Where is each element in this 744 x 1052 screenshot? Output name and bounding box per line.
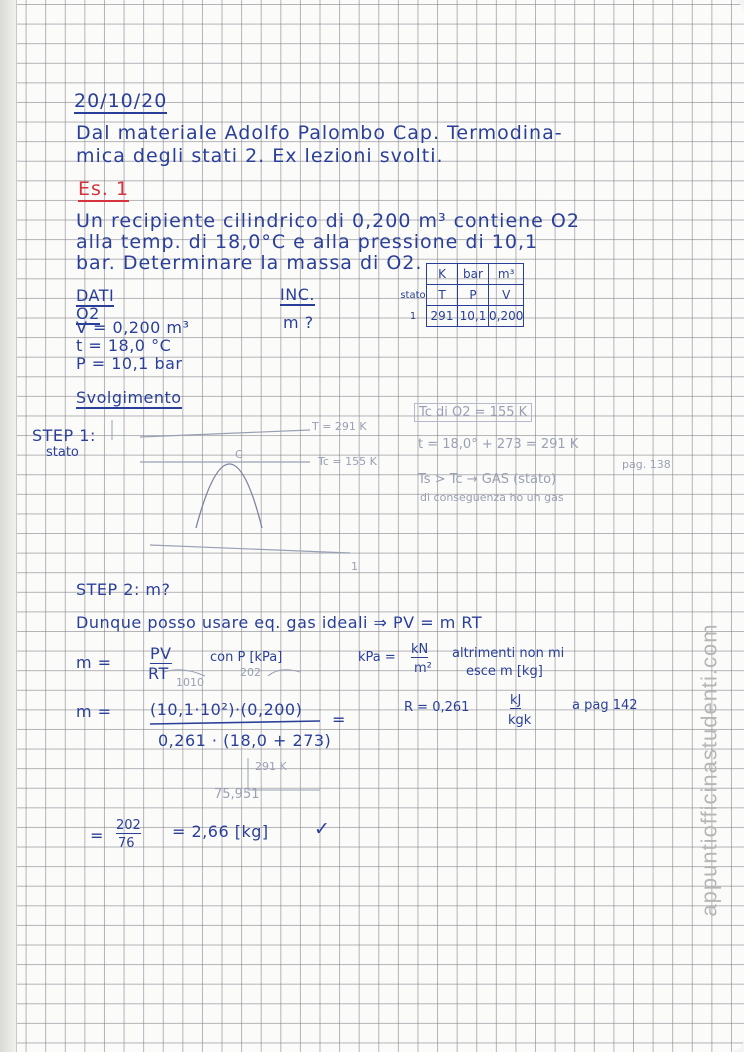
var-cell: V [489,285,524,306]
dati-title: DATI [76,286,115,305]
m-label-2: m = [76,702,112,721]
note-critical-temp: Tc di O2 = 155 K [414,403,532,422]
note-gas-state: Ts > Tc → GAS (stato) [418,472,557,487]
faint-75: 75,951 [214,787,260,802]
unit-header: m³ [489,264,524,285]
tc-isotherm-label: Tc = 155 K [318,455,377,468]
formula-denominator: RT [148,664,169,683]
faint-202: 202 [240,666,261,679]
inc-item: m ? [283,313,314,332]
exercise-label: Es. 1 [78,178,130,200]
ideal-gas-line: Dunque posso usare eq. gas ideali ⇒ PV = m RT [76,613,483,632]
formula-numerator: PV [150,644,172,663]
r-value: R = 0,261 [404,700,470,715]
kpa-prefix: kPa = [358,650,396,665]
unit-header: bar [458,264,489,285]
date: 20/10/20 [74,90,168,112]
step2-label: STEP 2: m? [76,580,171,599]
value-cell: 291 [427,306,458,327]
step1-sub: stato [46,445,79,460]
altrimenti-note: altrimenti non mi [452,646,565,661]
dati-pressure: P = 10,1 bar [76,354,183,373]
check-mark-icon: ✓ [314,818,331,840]
step1-label: STEP 1: [32,426,96,445]
r-units-numerator: kJ [510,693,522,708]
faint-291: 291 K [255,760,287,773]
watermark-text: appuntiofficinastudenti.com [697,623,722,917]
note-page-ref: pag. 138 [622,458,671,471]
r-units-denominator: kgk [508,713,532,728]
header-line-1: Dal materiale Adolfo Palombo Cap. Termodina- [76,122,563,144]
header-line-2: mica degli stati 2. Ex lezioni svolti. [76,145,444,167]
value-cell: 10,1 [458,306,489,327]
svolgimento-title: Svolgimento [76,388,182,407]
m-label-1: m = [76,653,112,672]
note-consequence: di conseguenza ho un gas [420,491,564,504]
faint-1010: 1010 [176,676,204,689]
dati-temperature: t = 18,0 °C [76,336,172,355]
esce-note: esce m [kg] [466,664,543,679]
final-numerator: 202 [116,818,141,833]
problem-line-1: Un recipiente cilindrico di 0,200 m³ contiene O2 [76,210,580,232]
kpa-denominator: m² [414,661,432,676]
var-cell: T [427,285,458,306]
dati-volume: V = 0,200 m³ [76,318,190,337]
pressure-unit-note: con P [kPa] [210,650,283,665]
final-prefix: = [90,826,104,845]
kpa-numerator: kN [411,642,429,657]
r-page-ref: a pag 142 [572,698,638,713]
inc-title: INC. [280,285,315,304]
axis-label: 1 [351,560,358,573]
equals-sign: = [332,710,346,729]
t-isotherm-label: T = 291 K [312,420,367,433]
critical-point-label: C [235,448,243,461]
problem-line-3: bar. Determinare la massa di O2. [76,252,423,274]
numerator-expression: (10,1·10²)·(0,200) [150,700,303,719]
row-label: stato [400,289,426,301]
note-temperature: t = 18,0° + 273 = 291 K [418,437,579,452]
dati-gas: O2 [76,304,100,323]
var-cell: P [458,285,489,306]
final-result: = 2,66 [kg] [172,822,269,841]
final-denominator: 76 [118,836,135,851]
problem-line-2: alla temp. di 18,0°C e alla pressione di 10,1 [76,231,539,253]
unit-header: K [427,264,458,285]
row-label: 1 [409,310,417,322]
value-cell: 0,200 [489,306,524,327]
denominator-expression: 0,261 · (18,0 + 273) [158,731,332,750]
watermark [680,600,740,940]
